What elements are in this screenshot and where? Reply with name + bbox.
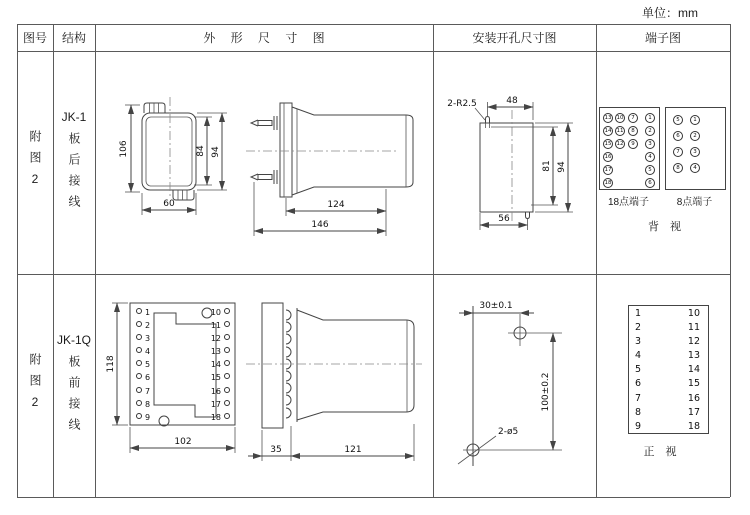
dim-slot-radius: 2-R2.5 xyxy=(447,99,477,109)
pin-number: 16 xyxy=(206,385,230,398)
panel-cutout xyxy=(480,123,533,212)
bottom-mounting-slot xyxy=(526,212,530,219)
terminal-circle: 11 xyxy=(616,128,624,134)
terminal-circle: 8 xyxy=(673,163,683,173)
pin-number: 7 xyxy=(136,385,150,398)
row2-fig-no: 附图2 xyxy=(28,353,42,418)
terminal-circle: 1 xyxy=(690,115,700,125)
terminal-number: 1 xyxy=(635,308,642,319)
terminal-column xyxy=(603,113,613,188)
terminal-number: 6 xyxy=(635,378,642,390)
jk1q-mounting-drawing xyxy=(434,276,596,497)
pin-number: 1 xyxy=(136,306,150,319)
jk1-mounting-drawing xyxy=(434,52,596,274)
terminal-number: 18 xyxy=(687,420,700,432)
terminal-number: 9 xyxy=(635,420,642,432)
terminal-circle: 1 xyxy=(645,113,655,123)
terminal-list-left xyxy=(635,307,641,434)
dim-35: 35 xyxy=(270,445,282,455)
screw-terminal xyxy=(251,120,258,126)
row2-model: JK-1Q xyxy=(56,332,91,347)
front-plate xyxy=(262,303,283,428)
terminal-circle: 13 xyxy=(604,115,612,121)
pin-number: 10 xyxy=(206,306,230,319)
terminal-column xyxy=(615,113,625,149)
jk1-terminal-diagram xyxy=(597,52,732,274)
dim-48: 48 xyxy=(506,96,518,106)
pin-number: 3 xyxy=(136,332,150,345)
dim-hole-size: 2-ø5 xyxy=(498,427,519,437)
unit-label: 单位：mm xyxy=(642,6,698,20)
terminal-circle: 4 xyxy=(690,163,700,173)
row-divider xyxy=(17,274,730,275)
pin-number: 14 xyxy=(206,358,230,371)
header-mounting: 安装开孔尺寸图 xyxy=(472,31,557,45)
block18-label: 18点端子 xyxy=(607,197,650,208)
screw-terminal xyxy=(251,174,258,180)
dim-84: 84 xyxy=(196,145,206,157)
top-mounting-slot xyxy=(486,117,490,124)
terminal-block-18 xyxy=(599,107,660,190)
terminal-circle: 7 xyxy=(673,147,683,157)
terminal-number: 8 xyxy=(635,406,642,418)
dim-56: 56 xyxy=(498,214,510,224)
terminal-number: 17 xyxy=(687,406,700,418)
dim-94: 94 xyxy=(211,146,221,158)
terminal-circle: 10 xyxy=(616,115,624,121)
terminal-number: 3 xyxy=(635,336,642,348)
mounting-flange xyxy=(280,103,292,197)
terminal-number: 12 xyxy=(687,336,700,348)
terminal-circle: 17 xyxy=(604,167,612,173)
dim-121: 121 xyxy=(344,445,362,455)
terminal-number: 5 xyxy=(635,364,642,376)
dim-60: 60 xyxy=(163,199,175,209)
pin-number: 8 xyxy=(136,398,150,411)
jk1q-outline-cell xyxy=(96,276,433,497)
terminal-column xyxy=(690,115,700,173)
row1-model: JK-1 xyxy=(61,109,87,124)
terminal-circle: 2 xyxy=(690,131,700,141)
bottom-connector-comb xyxy=(173,190,194,200)
header-structure: 结构 xyxy=(61,31,86,45)
jk1-outline-drawing xyxy=(96,52,433,274)
front-pin-list-right xyxy=(206,306,230,424)
terminal-circle: 6 xyxy=(645,178,655,188)
dim-81: 81 xyxy=(542,160,552,172)
pin-number: 13 xyxy=(206,345,230,358)
dim-124: 124 xyxy=(327,200,345,210)
dim-94-mounting: 94 xyxy=(557,161,567,173)
dim-102: 102 xyxy=(174,437,192,447)
terminal-column xyxy=(673,115,683,173)
dim-106: 106 xyxy=(119,140,129,158)
terminal-number: 11 xyxy=(687,322,700,334)
row2-structure-cell xyxy=(53,274,95,497)
pin-number: 17 xyxy=(206,398,230,411)
table-bottom-border xyxy=(17,497,730,498)
terminal-circle: 2 xyxy=(645,126,655,136)
dim-100: 100±0.2 xyxy=(541,372,551,412)
row1-fig-cell xyxy=(17,51,53,274)
terminal-circle: 12 xyxy=(616,141,624,147)
terminal-block-8 xyxy=(665,107,726,190)
row1-wiring: 板后接线 xyxy=(67,131,81,216)
jk1q-terminal-diagram xyxy=(597,276,732,497)
terminal-circle: 9 xyxy=(628,139,638,149)
dim-146: 146 xyxy=(311,220,329,230)
terminal-circle: 6 xyxy=(673,131,683,141)
top-connector-comb xyxy=(144,103,165,113)
terminal-circle: 3 xyxy=(690,147,700,157)
header-outline: 外 形 尺 寸 图 xyxy=(203,31,331,45)
terminal-number: 2 xyxy=(635,322,642,334)
terminal-circle: 14 xyxy=(604,128,612,134)
terminal-circle: 4 xyxy=(645,152,655,162)
terminal-number: 16 xyxy=(687,392,700,404)
pin-number: 9 xyxy=(136,411,150,424)
pin-number: 18 xyxy=(206,411,230,424)
pin-number: 4 xyxy=(136,345,150,358)
header-terminal: 端子图 xyxy=(644,31,681,45)
terminal-circle: 15 xyxy=(604,141,612,147)
row2-fig-cell xyxy=(17,274,53,497)
terminal-number: 14 xyxy=(687,364,700,376)
terminal-number: 10 xyxy=(687,308,700,319)
terminal-number: 7 xyxy=(635,392,642,404)
row2-wiring: 板前接线 xyxy=(67,354,81,439)
terminal-number: 4 xyxy=(635,350,642,362)
row1-structure-cell xyxy=(53,51,95,274)
block8-label: 8点端子 xyxy=(676,197,713,208)
terminal-number: 13 xyxy=(687,350,700,362)
row1-fig-no: 附图2 xyxy=(28,130,42,195)
front-pin-list-left xyxy=(136,306,150,424)
pin-number: 15 xyxy=(206,371,230,384)
pin-number: 11 xyxy=(206,319,230,332)
terminal-circle: 3 xyxy=(645,139,655,149)
terminal-list-right xyxy=(677,307,700,434)
front-view-label: 正 视 xyxy=(643,446,677,458)
terminal-circle: 5 xyxy=(645,165,655,175)
terminal-circle: 5 xyxy=(673,115,683,125)
terminal-circle: 18 xyxy=(604,180,612,186)
terminal-column xyxy=(628,113,638,149)
pin-number: 5 xyxy=(136,358,150,371)
pin-number: 12 xyxy=(206,332,230,345)
header-fig-no: 图号 xyxy=(22,31,47,45)
pin-number: 6 xyxy=(136,371,150,384)
dim-118: 118 xyxy=(106,355,116,373)
pin-number: 2 xyxy=(136,319,150,332)
relay-body xyxy=(297,310,414,420)
rear-view-label: 背 视 xyxy=(648,221,681,233)
terminal-circle: 7 xyxy=(628,113,638,123)
dim-30: 30±0.1 xyxy=(479,301,513,311)
terminal-circle: 16 xyxy=(604,154,612,160)
terminal-number: 15 xyxy=(687,378,700,390)
terminal-circle: 8 xyxy=(628,126,638,136)
terminal-column xyxy=(645,113,655,188)
